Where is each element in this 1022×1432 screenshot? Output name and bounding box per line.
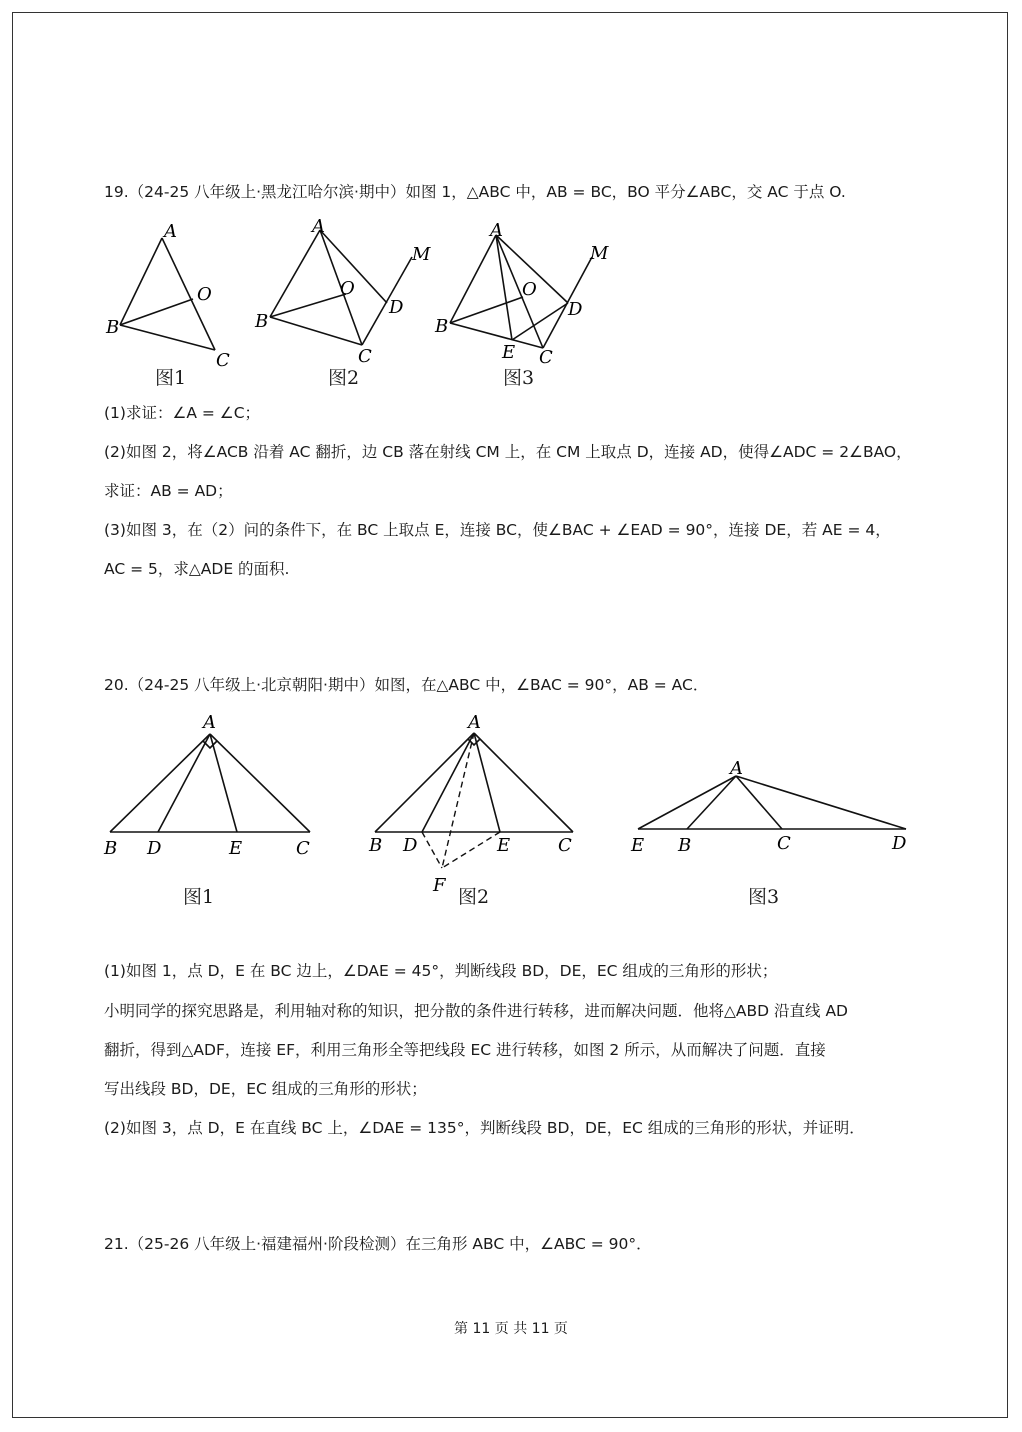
label-M: M xyxy=(412,244,431,265)
q20-part2: (2)如图 3，点 D，E 在直线 BC 上，∠DAE = 135°，判断线段 BD，DE，EC 组成的三角形的形状，并证明． xyxy=(104,1119,865,1137)
q19-part2: (2)如图 2，将∠ACB 沿着 AC 翻折，边 CB 落在射线 CM 上，在 CM 上取点 D，连接 AD，使得∠ADC = 2∠BAO， xyxy=(104,443,912,461)
label-D: D xyxy=(568,299,583,320)
label-O: O xyxy=(197,284,212,305)
label-B: B xyxy=(255,311,269,332)
label-A: A xyxy=(468,712,481,733)
q19-part2-proof: 求证：AB = AD； xyxy=(104,482,233,500)
q20-fig3-caption: 图3 xyxy=(748,886,780,908)
label-C: C xyxy=(558,835,572,856)
q19-figure-3 xyxy=(430,215,620,375)
label-D: D xyxy=(403,835,418,856)
label-A: A xyxy=(164,221,177,242)
label-C: C xyxy=(296,838,310,859)
page-footer: 第 11 页 共 11 页 xyxy=(454,1321,568,1337)
label-E: E xyxy=(631,835,645,856)
label-O: O xyxy=(340,278,355,299)
label-B: B xyxy=(435,316,449,337)
label-B: B xyxy=(369,835,383,856)
label-O: O xyxy=(522,279,537,300)
label-D: D xyxy=(147,838,162,859)
label-B: B xyxy=(104,838,118,859)
q20-fig2-caption: 图2 xyxy=(458,886,490,908)
label-A: A xyxy=(203,712,216,733)
label-F: F xyxy=(433,875,446,896)
q20-part1-hint-cont: 翻折，得到△ADF，连接 EF，利用三角形全等把线段 EC 进行转移，如图 2 所示，从而解决了问题．直接 xyxy=(104,1041,826,1059)
q20-part1-hint: 小明同学的探究思路是，利用轴对称的知识，把分散的条件进行转移，进而解决问题．他将△ABD 沿直线 AD xyxy=(104,1002,848,1020)
q21-stem: 21.（25-26 八年级上·福建福州·阶段检测）在三角形 ABC 中，∠ABC = 90°． xyxy=(104,1235,652,1253)
q19-fig2-caption: 图2 xyxy=(328,367,360,389)
q20-figure-3 xyxy=(630,752,920,862)
q20-figure-2 xyxy=(365,708,595,898)
q19-fig3-caption: 图3 xyxy=(503,367,535,389)
label-A: A xyxy=(312,216,325,237)
label-B: B xyxy=(106,317,120,338)
q20-figure-1 xyxy=(100,708,330,868)
label-E: E xyxy=(502,342,516,363)
label-C: C xyxy=(777,833,791,854)
q20-fig1-caption: 图1 xyxy=(183,886,215,908)
q19-part3-cont: AC = 5，求△ADE 的面积. xyxy=(104,560,290,578)
q19-part1: (1)求证：∠A = ∠C； xyxy=(104,404,261,422)
label-C: C xyxy=(539,347,553,368)
q19-figure-2 xyxy=(250,215,440,375)
label-A: A xyxy=(730,758,743,779)
label-E: E xyxy=(229,838,243,859)
label-M: M xyxy=(590,243,609,264)
q20-part1-ask: 写出线段 BD，DE，EC 组成的三角形的形状； xyxy=(104,1080,427,1098)
label-D: D xyxy=(389,297,404,318)
label-C: C xyxy=(216,350,230,371)
label-B: B xyxy=(678,835,692,856)
label-D: D xyxy=(892,833,907,854)
label-C: C xyxy=(358,346,372,367)
q20-part1: (1)如图 1，点 D，E 在 BC 边上，∠DAE = 45°，判断线段 BD，DE，EC 组成的三角形的形状； xyxy=(104,962,778,980)
q19-part3: (3)如图 3，在（2）问的条件下，在 BC 上取点 E，连接 BC，使∠BAC + ∠EAD = 90°，连接 DE，若 AE = 4， xyxy=(104,521,891,539)
q19-fig1-caption: 图1 xyxy=(155,367,187,389)
label-A: A xyxy=(490,220,503,241)
q19-stem: 19.（24-25 八年级上·黑龙江哈尔滨·期中）如图 1，△ABC 中，AB = BC，BO 平分∠ABC，交 AC 于点 O. xyxy=(104,183,846,201)
q20-stem: 20.（24-25 八年级上·北京朝阳·期中）如图，在△ABC 中，∠BAC = 90°，AB = AC． xyxy=(104,676,709,694)
label-E: E xyxy=(497,835,511,856)
